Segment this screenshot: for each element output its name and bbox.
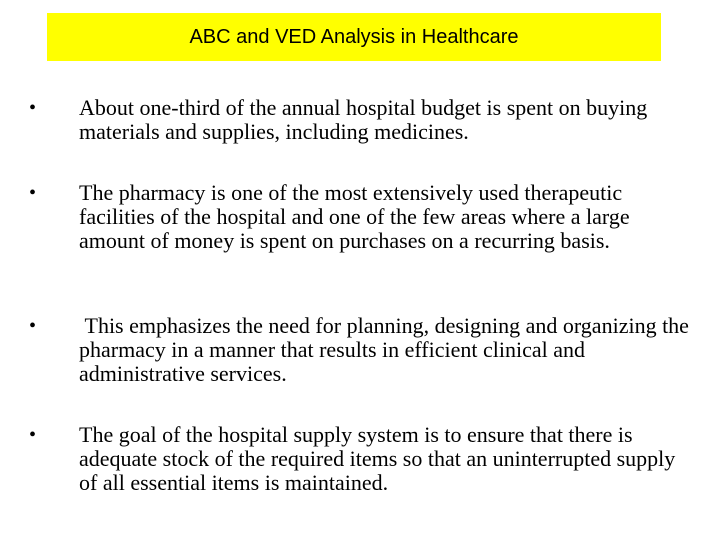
bullet-marker: • <box>29 182 37 204</box>
bullet-text: The pharmacy is one of the most extensively used therapeutic facilities of the hospital and one of the few areas where a large amount of money is spent on purchases on a recurring basis. <box>79 180 636 253</box>
bullet-text: About one-third of the annual hospital budget is spent on buying materials and supplies, including medicines. <box>79 95 653 144</box>
bullet-item <box>29 181 699 253</box>
bullet-item <box>29 314 699 386</box>
bullet-item <box>29 96 699 144</box>
bullet-text: This emphasizes the need for planning, designing and organizing the pharmacy in a manner that results in efficient clinical and administrative services. <box>79 313 695 386</box>
bullet-item <box>29 423 699 495</box>
bullet-marker: • <box>29 97 37 119</box>
bullet-text: The goal of the hospital supply system is to ensure that there is adequate stock of the required items so that an uninterrupted supply of all essential items is maintained. <box>79 422 681 495</box>
bullet-marker: • <box>29 424 37 446</box>
slide-title: ABC and VED Analysis in Healthcare <box>189 25 519 48</box>
bullet-marker: • <box>29 315 37 337</box>
